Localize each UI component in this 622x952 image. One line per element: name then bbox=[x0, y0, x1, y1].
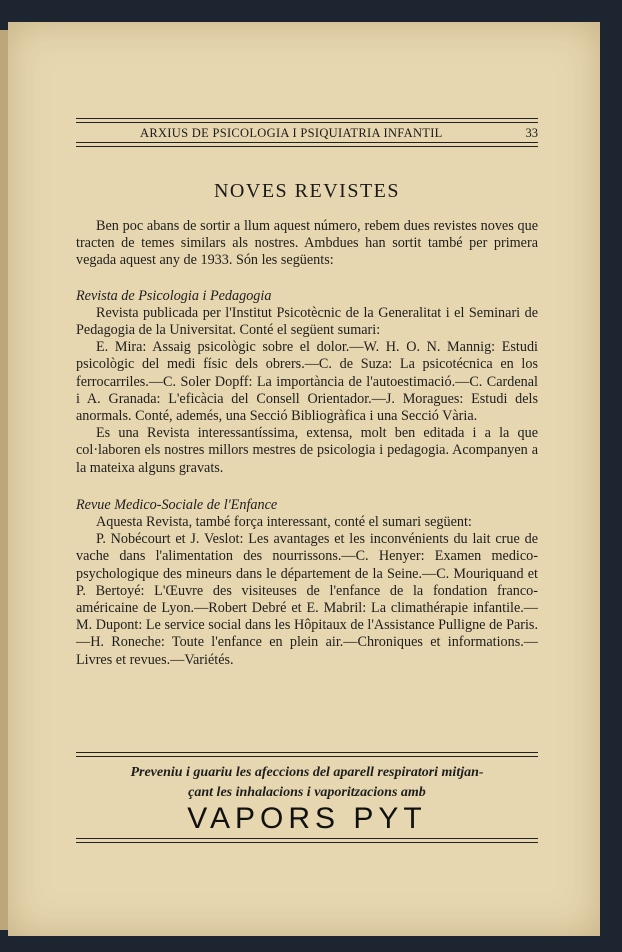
ad-slogan-line-2: çant les inhalacions i vaporitzacions amb bbox=[188, 785, 426, 800]
running-head-rule-top-2 bbox=[76, 122, 538, 123]
intro-paragraph: Ben poc abans de sortir a llum aquest número, rebem dues revistes noves que tracten de temes similars als nostres. Ambdues han sortit també per primera vegada aquest any de 1933. Són les següents: bbox=[76, 218, 538, 269]
ad-brand: VAPORS PYT bbox=[187, 802, 427, 835]
section1-paragraph-3: Es una Revista interessantíssima, extensa, molt ben editada i a la que col·laboren els nostres millors mestres de psicologia i pedagogia. Acompanyen a la mateixa alguns gravats. bbox=[76, 425, 538, 476]
running-head bbox=[76, 118, 538, 146]
ad-slogan bbox=[76, 763, 538, 803]
advertisement bbox=[76, 752, 538, 844]
ad-rule-top bbox=[76, 752, 538, 753]
section2-paragraph-1: Aquesta Revista, també força interessant, conté el sumari següent: bbox=[96, 514, 472, 531]
page-edge bbox=[0, 30, 8, 930]
journal-title: ARXIUS DE PSICOLOGIA I PSIQUIATRIA INFANTIL bbox=[140, 126, 443, 140]
section-heading-revista: Revista de Psicologia i Pedagogia bbox=[76, 287, 272, 304]
running-head-rule-bottom-2 bbox=[76, 146, 538, 147]
section-heading-revue: Revue Medico-Sociale de l'Enfance bbox=[76, 496, 278, 513]
ad-rule-bottom bbox=[76, 838, 538, 839]
section1-paragraph-2: E. Mira: Assaig psicològic sobre el dolor.—W. H. O. N. Mannig: Estudi psicològic del medi físic dels obrers.—C. de Suza: La psicotécnica en los ferrocarriles.—C. Soler Dopff: La importància de l'autoestimació.—C. Cardenal i A. Granada: L'eficàcia del Consell Orientador.—J. Moragues: Estudi dels anormals. Conté, ademés, una Secció Bibliogràfica i una Secció Vària. bbox=[76, 339, 538, 425]
ad-rule-bottom-2 bbox=[76, 842, 538, 843]
page-number: 33 bbox=[525, 126, 538, 140]
article-body bbox=[76, 218, 538, 669]
running-head-rule-bottom bbox=[76, 142, 538, 143]
section2-paragraph-2: P. Nobécourt et J. Veslot: Les avantages et les inconvénients du lait crue de vache dans l'alimentation des nourrissons.—C. Henyer: Examen medico-psychologique des mineurs dans le département de la Seine.—C. Mouriquand et P. Bertoyé: L'Œuvre des visiteuses de l'enfance de la fondation franco-américaine de Lyon.—Robert Debré et E. Mabril: La climathérapie infantile.—M. Dupont: Le service social dans les Hôpitaux de l'Assistance Pulligne de Paris.—H. Roneche: Toute l'enfance en plein air.—Chroniques et informations.—Livres et revues.—Variétés. bbox=[76, 531, 538, 668]
ad-slogan-line-1: Preveniu i guariu les afeccions del aparell respiratori mitjan- bbox=[130, 765, 484, 780]
ad-rule-top-2 bbox=[76, 756, 538, 757]
section1-paragraph-1: Revista publicada per l'Institut Psicotècnic de la Generalitat i el Seminari de Pedagogia de la Universitat. Conté el següent sumari: bbox=[76, 304, 538, 339]
article-title: NOVES REVISTES bbox=[213, 180, 400, 202]
running-head-rule-top bbox=[76, 118, 538, 119]
